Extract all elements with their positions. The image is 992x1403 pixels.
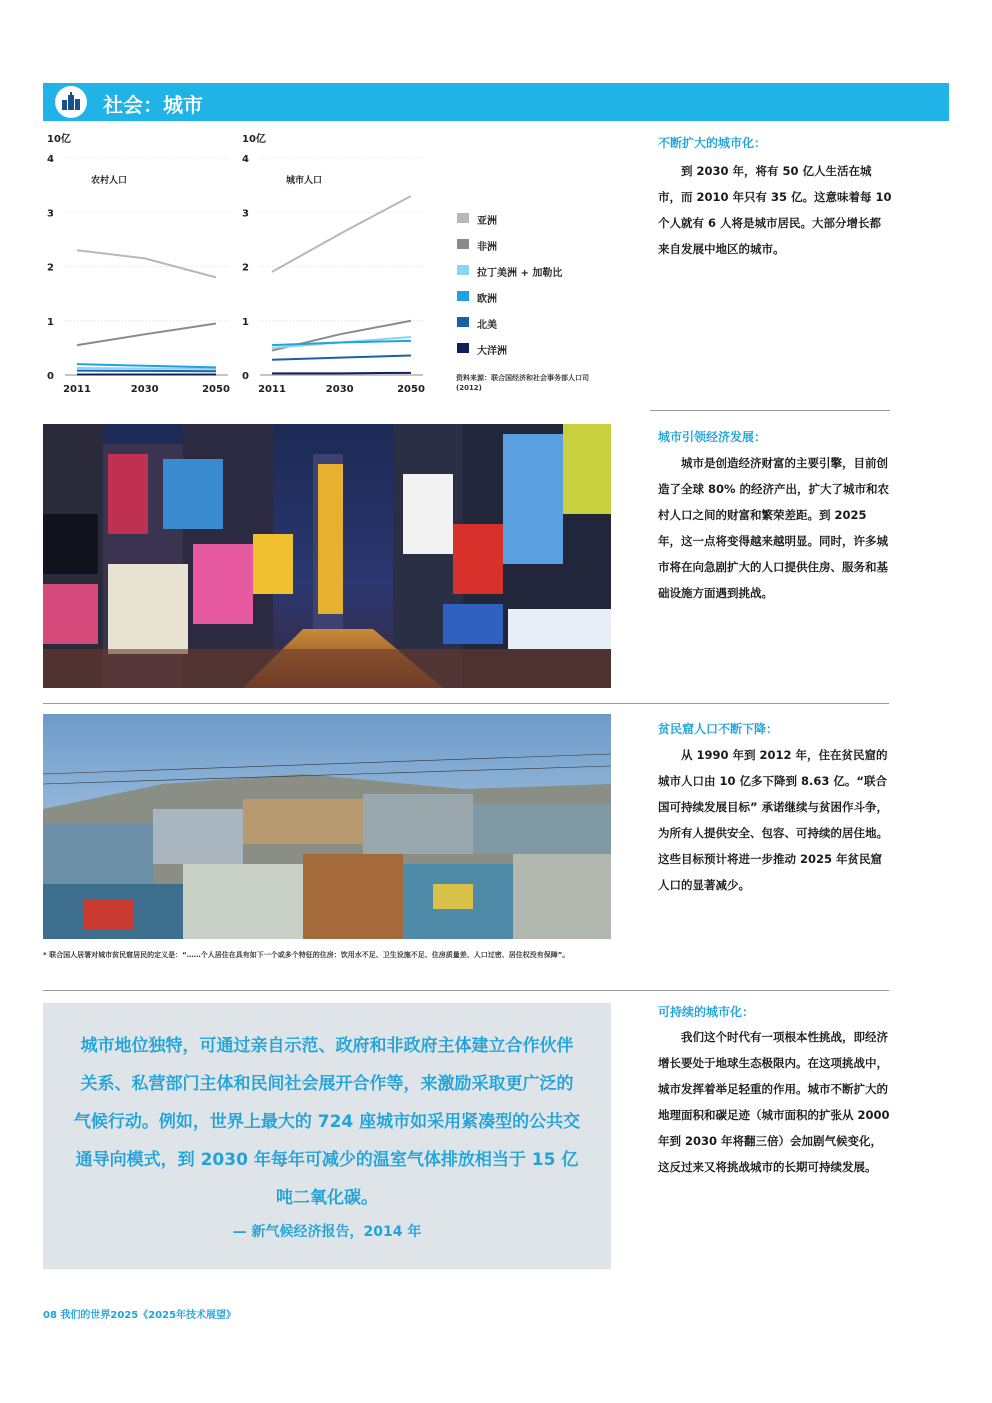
y-tick-label: 0 bbox=[242, 371, 249, 382]
section-title-slum: 贫民窟人口不断下降： bbox=[658, 722, 779, 736]
legend-swatch bbox=[457, 343, 469, 353]
quote-box bbox=[43, 1003, 611, 1269]
legend-swatch bbox=[457, 239, 469, 249]
legend-swatch bbox=[457, 265, 469, 275]
quote-source: — 新气候经济报告，2014 年 bbox=[232, 1224, 422, 1240]
divider bbox=[43, 990, 889, 991]
y-tick-label: 3 bbox=[47, 208, 54, 220]
page-footer: 08 我们的世界2025《2025年技术展望》 bbox=[43, 1310, 237, 1321]
page-title: 社会：城市 bbox=[103, 93, 203, 117]
series-line bbox=[77, 323, 216, 345]
chart-title: 城市人口 bbox=[286, 176, 323, 186]
series-line bbox=[77, 364, 216, 367]
legend-swatch bbox=[457, 291, 469, 301]
slum-photo bbox=[43, 714, 611, 939]
y-tick-label: 4 bbox=[242, 154, 249, 165]
legend-label: 非洲 bbox=[477, 242, 497, 253]
series-line bbox=[77, 250, 216, 277]
rural-population-chart-svg bbox=[43, 128, 233, 403]
y-unit-label: 10亿 bbox=[242, 134, 266, 145]
legend-swatch bbox=[457, 317, 469, 327]
x-tick-label: 2030 bbox=[325, 384, 354, 395]
y-tick-label: 3 bbox=[242, 208, 249, 220]
series-line bbox=[272, 373, 411, 374]
y-tick-label: 1 bbox=[47, 316, 54, 328]
footnote: * 联合国人居署对城市贫民窟居民的定义是：“……个人居住在具有如下一个或多个特征的住房：饮用水不足、卫生设施不足、住房质量差、人口过密、居住权没有保障”。 bbox=[43, 951, 570, 959]
chart-title: 农村人口 bbox=[91, 176, 128, 186]
x-tick-label: 2011 bbox=[63, 384, 91, 395]
section-body-economy: 城市是创造经济财富的主要引擎，目前创造了全球 80% 的经济产出，扩大了城市和农村人口之间的财富和繁荣差距。到 2025 年，这一点将变得越来越明显。同时，许多城市将在向急剧扩大的人口提供住房、服务和基础设施方面遇到挑战。 bbox=[658, 456, 890, 600]
chart-legend bbox=[457, 210, 617, 360]
section-title-urbanization: 不断扩大的城市化： bbox=[658, 136, 767, 150]
quote-text: 城市地位独特，可通过亲自示范、政府和非政府主体建立合作伙伴关系、私营部门主体和民间社会展开合作等，来激励采取更广泛的气候行动。例如，世界上最大的 724 座城市如采用紧凑型的公共交通导向模式，到 2030 年每年可减少的温室气体排放相当于 15 亿吨二氧化碳。 bbox=[73, 1036, 581, 1208]
series-line bbox=[77, 368, 216, 369]
section-title-economy: 城市引领经济发展： bbox=[658, 430, 767, 444]
legend-label: 亚洲 bbox=[477, 216, 497, 227]
urban-population-chart bbox=[238, 128, 428, 403]
city-icon bbox=[55, 86, 87, 118]
section-title-sustainable: 可持续的城市化： bbox=[658, 1005, 755, 1019]
section-body-slum: 从 1990 年到 2012 年，住在贫民窟的城市人口由 10 亿多下降到 8.63 亿。“联合国可持续发展目标” 承诺继续与贫困作斗争，为所有人提供安全、包容、可持续的居住地。这些目标预计将进一步推动 2025 年贫民窟人口的显著减少。 bbox=[658, 748, 889, 892]
series-line bbox=[272, 196, 411, 272]
x-tick-label: 2050 bbox=[397, 384, 425, 395]
x-tick-label: 2011 bbox=[258, 384, 286, 395]
chart-source-note: 资料来源：联合国经济和社会事务部人口司 (2012) bbox=[456, 374, 589, 392]
section-body-sustainable: 我们这个时代有一项根本性挑战，即经济增长要处于地球生态极限内。在这项挑战中，城市发挥着举足轻重的作用。城市不断扩大的地理面积和碳足迹（城市面积的扩张从 2000 年到 2030 年将翻三倍）会加剧气候变化，这反过来又将挑战城市的长期可持续发展。 bbox=[658, 1030, 890, 1174]
section-header-bar bbox=[43, 83, 949, 121]
urban-population-chart-svg bbox=[238, 128, 428, 403]
divider bbox=[43, 703, 889, 704]
divider bbox=[650, 410, 890, 411]
city-night-photo bbox=[43, 424, 611, 688]
x-tick-label: 2050 bbox=[202, 384, 230, 395]
y-tick-label: 0 bbox=[47, 371, 54, 382]
legend-label: 北美 bbox=[477, 320, 497, 331]
y-tick-label: 4 bbox=[47, 154, 54, 165]
series-line bbox=[272, 355, 411, 359]
legend-swatch bbox=[457, 213, 469, 223]
section-body-urbanization: 到 2030 年，将有 50 亿人生活在城市，而 2010 年只有 35 亿。这意味着每 10 个人就有 6 人将是城市居民。大部分增长都来自发展中地区的城市。 bbox=[658, 164, 892, 256]
x-tick-label: 2030 bbox=[130, 384, 159, 395]
y-tick-label: 2 bbox=[47, 262, 54, 274]
y-tick-label: 1 bbox=[242, 316, 249, 328]
y-unit-label: 10亿 bbox=[47, 134, 71, 145]
legend-label: 大洋洲 bbox=[477, 346, 507, 357]
legend-label: 欧洲 bbox=[477, 294, 497, 305]
y-tick-label: 2 bbox=[242, 262, 249, 274]
rural-population-chart bbox=[43, 128, 233, 403]
legend-label: 拉丁美洲 + 加勒比 bbox=[477, 268, 563, 279]
series-line bbox=[77, 371, 216, 372]
series-line bbox=[272, 341, 411, 345]
